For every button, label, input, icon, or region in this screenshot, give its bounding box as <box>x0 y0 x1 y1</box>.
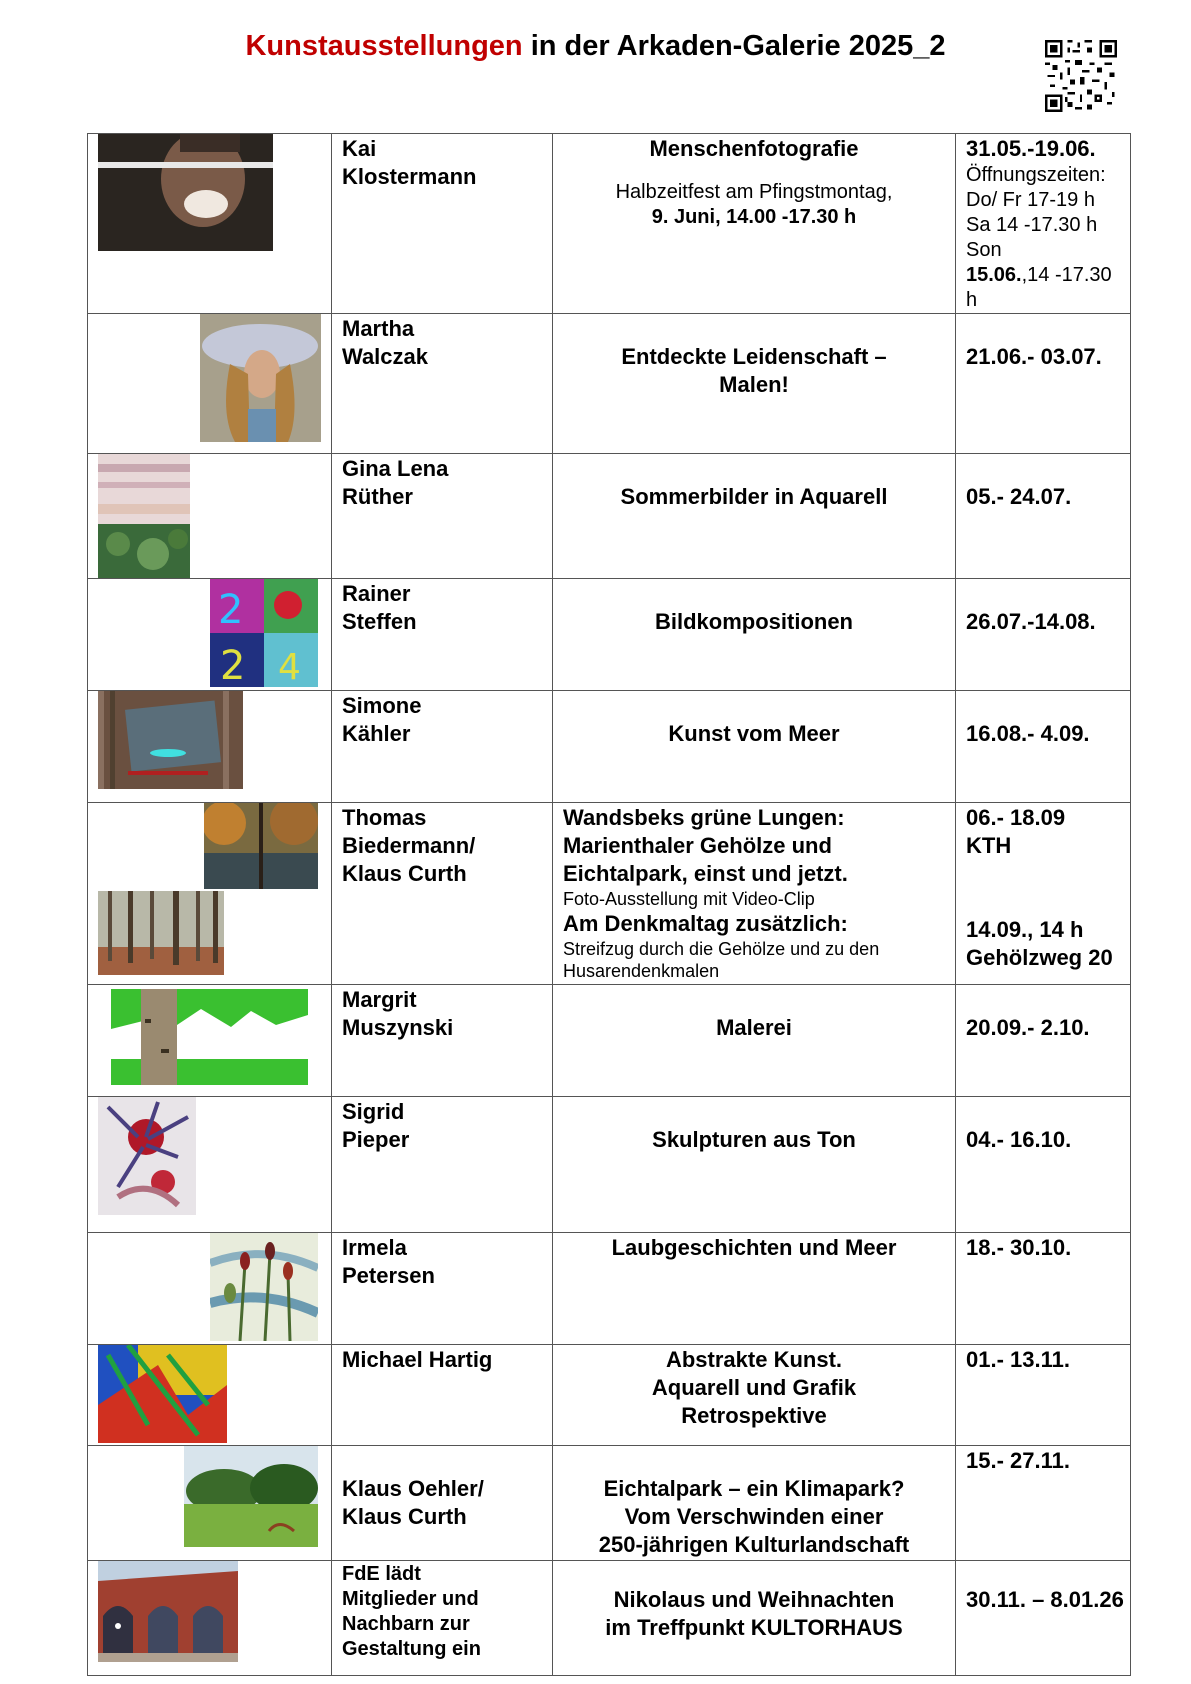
title-cell: Sommerbilder in Aquarell <box>553 454 956 579</box>
date-cell: 16.08.- 4.09. <box>956 691 1131 803</box>
table-row <box>88 1233 1131 1345</box>
title-cell: Eichtalpark – ein Klimapark? Vom Verschwinden einer 250-jährigen Kulturlandschaft <box>553 1446 956 1561</box>
clay-sculpture-image <box>98 1097 196 1215</box>
thumbnail-cell <box>88 134 332 314</box>
artist-cell: Irmela Petersen <box>332 1233 553 1345</box>
artist-cell: Thomas Biedermann/ Klaus Curth <box>332 803 553 985</box>
table-row <box>88 803 1131 985</box>
title-cell: Laubgeschichten und Meer <box>553 1233 956 1345</box>
exhibition-table <box>87 133 1131 1676</box>
date-cell: 21.06.- 03.07. <box>956 314 1131 454</box>
thumbnail-cell <box>88 579 332 691</box>
painting-woman-hat-image <box>200 314 321 442</box>
thumbnail-cell <box>88 985 332 1097</box>
kultorhaus-building-photo-image <box>98 1561 238 1662</box>
artist-cell: Martha Walczak <box>332 314 553 454</box>
leaf-stories-image <box>210 1233 318 1341</box>
title-cell: Skulpturen aus Ton <box>553 1097 956 1233</box>
portrait-photo-image <box>98 134 273 251</box>
title-cell: Abstrakte Kunst. Aquarell und Grafik Retrospektive <box>553 1345 956 1446</box>
digital-composition-image <box>210 579 318 687</box>
watercolor-landscape-image <box>98 454 190 578</box>
table-row <box>88 1345 1131 1446</box>
page-title <box>0 30 1191 63</box>
date-cell: 15.- 27.11. <box>956 1446 1131 1561</box>
artist-cell: Simone Kähler <box>332 691 553 803</box>
thumbnail-cell <box>88 1233 332 1345</box>
date-cell: 01.- 13.11. <box>956 1345 1131 1446</box>
thumbnail-cell <box>88 314 332 454</box>
title-cell: Malerei <box>553 985 956 1097</box>
table-row <box>88 454 1131 579</box>
artist-cell: Kai Klostermann <box>332 134 553 314</box>
artist-cell: Rainer Steffen <box>332 579 553 691</box>
table-row <box>88 1446 1131 1561</box>
svg-text:2: 2 <box>218 587 244 633</box>
sea-art-on-wood-image <box>98 691 243 789</box>
date-cell: 26.07.-14.08. <box>956 579 1131 691</box>
title-cell: Nikolaus und Weihnachten im Treffpunkt KULTORHAUS <box>553 1561 956 1676</box>
title-cell: Entdeckte Leidenschaft – Malen! <box>553 314 956 454</box>
thumbnail-cell <box>88 691 332 803</box>
svg-text:4: 4 <box>278 647 301 687</box>
thumbnail-cell <box>88 1561 332 1676</box>
table-row <box>88 579 1131 691</box>
thumbnail-cell <box>88 1097 332 1233</box>
autumn-pond-photo-image <box>204 803 318 889</box>
thumbnail-cell <box>88 454 332 579</box>
thumbnail-cell <box>88 803 332 985</box>
park-meadow-photo-image <box>184 1446 318 1547</box>
qr-code-icon[interactable] <box>1045 40 1117 112</box>
table-row <box>88 1561 1131 1676</box>
date-cell: 04.- 16.10. <box>956 1097 1131 1233</box>
table-row <box>88 691 1131 803</box>
date-cell: 18.- 30.10. <box>956 1233 1131 1345</box>
table-row <box>88 985 1131 1097</box>
table-row <box>88 134 1131 314</box>
date-cell: 30.11. – 8.01.26 <box>956 1561 1131 1676</box>
artist-cell: FdE lädt Mitglieder und Nachbarn zur Gestaltung ein <box>332 1561 553 1676</box>
artist-cell: Sigrid Pieper <box>332 1097 553 1233</box>
thumbnail-cell <box>88 1345 332 1446</box>
title-cell: Kunst vom Meer <box>553 691 956 803</box>
title-highlight: Kunstausstellungen <box>245 30 523 62</box>
title-cell: Bildkompositionen <box>553 579 956 691</box>
painting-green-birch-image <box>111 989 308 1085</box>
title-cell: Wandsbeks grüne Lungen: Marienthaler Gehölze und Eichtalpark, einst und jetzt. Foto-Ausstellung mit Video-Clip Am Denkmaltag zusätzlich: Streifzug durch die Gehölze und zu den Husarendenkmalen <box>553 803 956 985</box>
table-row <box>88 1097 1131 1233</box>
artist-cell: Klaus Oehler/ Klaus Curth <box>332 1446 553 1561</box>
artist-cell: Michael Hartig <box>332 1345 553 1446</box>
artist-cell: Gina Lena Rüther <box>332 454 553 579</box>
title-cell: Menschenfotografie Halbzeitfest am Pfingstmontag, 9. Juni, 14.00 -17.30 h <box>553 134 956 314</box>
thumbnail-cell <box>88 1446 332 1561</box>
table-row <box>88 314 1131 454</box>
date-cell: 05.- 24.07. <box>956 454 1131 579</box>
title-rest: in der Arkaden-Galerie 2025_2 <box>522 30 946 62</box>
date-cell: 20.09.- 2.10. <box>956 985 1131 1097</box>
artist-cell: Margrit Muszynski <box>332 985 553 1097</box>
date-cell: 06.- 18.09 KTH 14.09., 14 h Gehölzweg 20 <box>956 803 1131 985</box>
forest-photo-image <box>98 891 224 975</box>
date-cell: 31.05.-19.06. Öffnungszeiten: Do/ Fr 17-19 h Sa 14 -17.30 h Son 15.06.,14 -17.30 h <box>956 134 1131 314</box>
abstract-art-image <box>98 1345 227 1443</box>
svg-text:2: 2 <box>220 643 246 687</box>
